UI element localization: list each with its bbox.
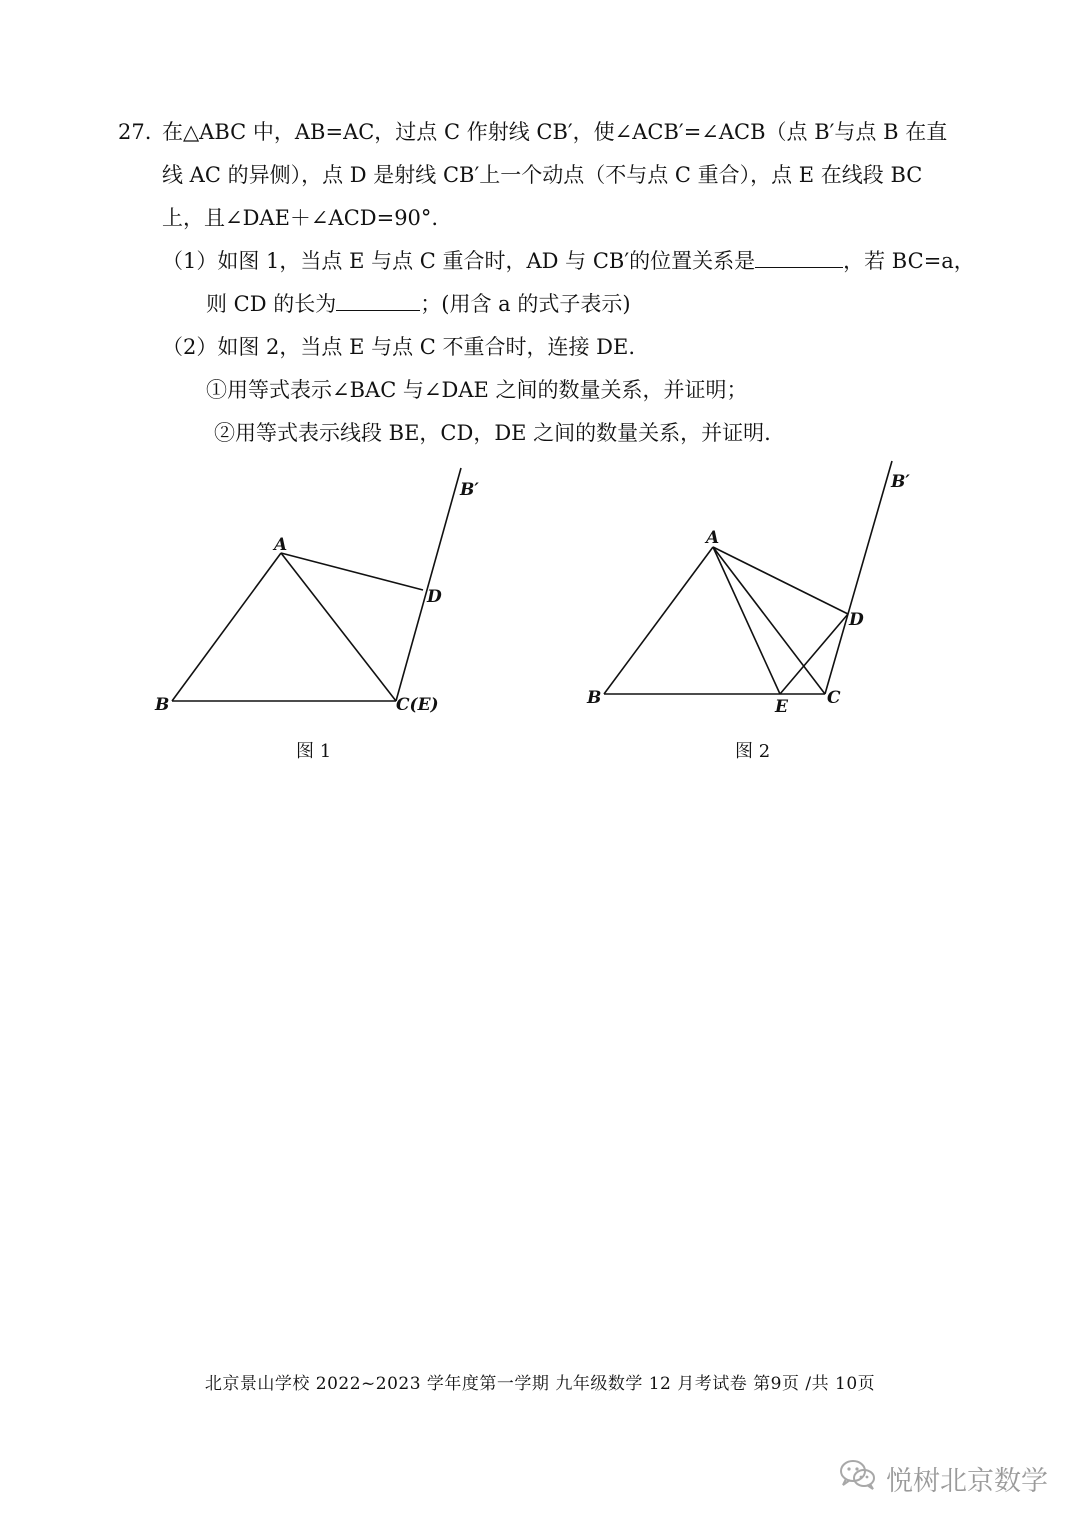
ray-CBprime xyxy=(396,468,461,701)
label-C: C xyxy=(827,688,841,708)
watermark-text: 悦树北京数学 xyxy=(886,1465,1048,1497)
part1-line-1 xyxy=(162,247,975,275)
label-Bprime: B′ xyxy=(891,472,910,492)
label-E: E xyxy=(775,697,788,717)
figure-1-caption: 图 1 xyxy=(296,741,332,762)
part2-item-1: ①用等式表示∠BAC 与∠DAE 之间的数量关系，并证明； xyxy=(206,378,748,402)
segment-AC xyxy=(281,553,396,701)
segment-AC xyxy=(713,547,825,694)
part2-intro: （2）如图 2，当点 E 与点 C 不重合时，连接 DE. xyxy=(162,335,636,359)
page-footer: 北京景山学校 2022~2023 学年度第一学期 九年级数学 12 月考试卷 第9页 /共 10页 xyxy=(204,1374,876,1394)
part1-line-2 xyxy=(206,290,631,318)
label-CE: C(E) xyxy=(396,695,439,715)
part1-text-d: ；(用含 a 的式子表示) xyxy=(420,292,631,316)
figure-1 xyxy=(140,460,480,730)
question-stem-line-2: 线 AC 的异侧），点 D 是射线 CB′上一个动点（不与点 C 重合），点 E 在线段 BC xyxy=(162,163,923,187)
label-D: D xyxy=(849,610,864,630)
label-A: A xyxy=(706,528,720,548)
label-B: B xyxy=(587,688,602,708)
question-stem-line-1: 在△ABC 中，AB=AC，过点 C 作射线 CB′，使∠ACB′=∠ACB（点 B′与点 B 在直 xyxy=(162,120,948,144)
part1-text-b: ，若 BC=a， xyxy=(843,249,975,273)
question-stem-line-3: 上，且∠DAE＋∠ACD=90°. xyxy=(162,206,439,230)
part1-text-a: （1）如图 1，当点 E 与点 C 重合时，AD 与 CB′的位置关系是 xyxy=(162,249,756,273)
question-number: 27. xyxy=(118,120,152,144)
answer-blank-1[interactable] xyxy=(755,247,843,268)
segment-AD xyxy=(713,547,848,614)
segment-AB xyxy=(172,553,281,701)
part2-item-2: ②用等式表示线段 BE，CD，DE 之间的数量关系，并证明. xyxy=(214,421,771,445)
segment-AD xyxy=(281,553,423,590)
label-Bprime: B′ xyxy=(460,480,479,500)
wechat-icon xyxy=(838,1458,878,1499)
part1-text-c: 则 CD 的长为 xyxy=(206,292,337,316)
figure-2 xyxy=(575,455,915,720)
segment-DE xyxy=(780,614,848,694)
watermark xyxy=(838,1458,1048,1498)
label-A: A xyxy=(274,535,288,555)
label-B: B xyxy=(155,695,170,715)
ray-CBprime xyxy=(825,461,892,694)
label-D: D xyxy=(427,587,442,607)
figure-2-caption: 图 2 xyxy=(735,741,771,762)
segment-AB xyxy=(604,547,713,694)
answer-blank-2[interactable] xyxy=(336,290,420,311)
